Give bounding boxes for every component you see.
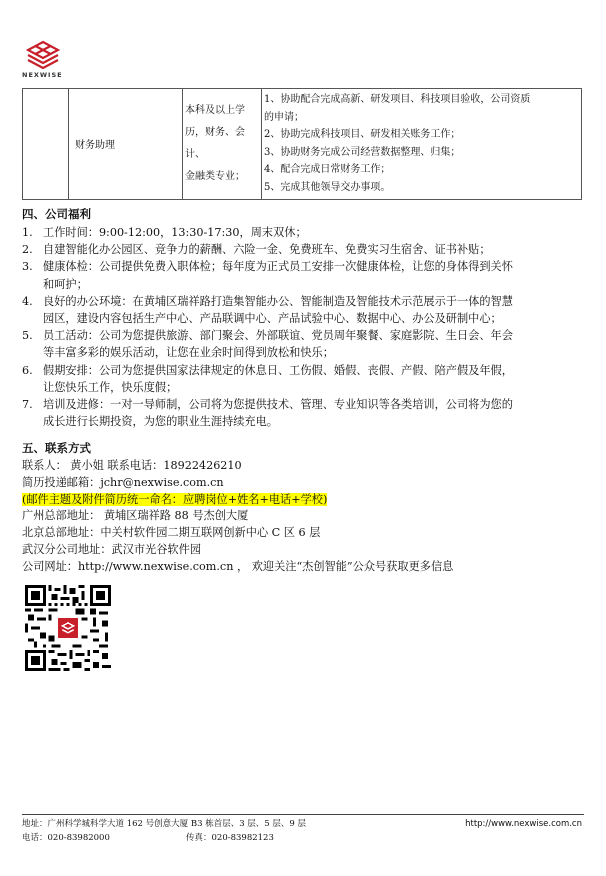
contact-email[interactable]: 简历投递邮箱：jchr@nexwise.com.cn: [22, 475, 224, 489]
list-number: 5.: [22, 329, 33, 343]
duty-line: 5、完成其他领导交办事项。: [264, 181, 391, 193]
list-text: 等丰富多彩的娱乐活动，让您在业余时间得到放松和快乐；: [43, 346, 334, 360]
list-item: [22, 293, 588, 327]
list-item: [22, 241, 588, 258]
job-requirement-cell: [183, 89, 262, 200]
list-text: 让您快乐工作，快乐度假；: [43, 380, 178, 394]
nexwise-logo-icon: [26, 40, 60, 70]
contact-person: 联系人： 黄小姐 联系电话：18922426210: [22, 459, 242, 472]
duty-line: 的申请；: [264, 111, 304, 123]
duty-line: 1、协助配合完成高新、研发项目、科技项目验收，公司资质: [264, 94, 531, 105]
welfare-heading: 四、公司福利: [22, 207, 91, 221]
list-item: [22, 362, 588, 396]
company-logo: [22, 40, 68, 79]
list-text: 园区，建设内容包括生产中心、产品联调中心、产品试验中心、数据中心、办公及研制中心；: [43, 312, 502, 326]
list-item: [22, 258, 588, 292]
footer-fax: 传真：020-83982123: [186, 833, 274, 843]
list-number: 3.: [22, 260, 33, 274]
list-text: 良好的办公环境：在黄埔区瑞祥路打造集智能办公、智能制造及智能技术示范展示于一体的智慧: [43, 294, 513, 308]
list-number: 6.: [22, 363, 33, 377]
duty-line: 2、协助完成科技项目、研发相关账务工作；: [264, 129, 461, 141]
footer-address: 地址：广州科学城科学大道 162 号创意大厦 B3 栋首层、3 层、5 层、9 层: [22, 819, 307, 829]
list-number: 7.: [22, 398, 33, 412]
footer-divider: [22, 814, 584, 815]
email-naming-note: (邮件主题及附件简历统一命名：应聘岗位+姓名+电话+学校): [22, 492, 328, 506]
footer-phone: 电话：020-83982000: [22, 833, 110, 843]
logo-text: NEXWISE: [22, 71, 63, 79]
footer-url[interactable]: http://www.nexwise.com.cn: [465, 819, 582, 829]
list-text: 自建智能化办公园区、竞争力的薪酬、六险一金、免费班车、免费实习生宿舍、证书补贴；: [43, 243, 491, 257]
list-item: [22, 224, 588, 241]
list-text: 和呵护；: [43, 277, 88, 291]
duty-line: 3、协助财务完成公司经营数据整理、归集；: [264, 146, 461, 158]
contact-heading: 五、联系方式: [22, 441, 91, 455]
company-website[interactable]: 公司网址：http://www.nexwise.com.cn ， 欢迎关注“杰创智能”公众号获取更多信息: [22, 559, 454, 573]
table-cell-empty: [23, 89, 69, 200]
requirement-line: 历，财务、会计、: [185, 126, 245, 160]
list-number: 2.: [22, 243, 33, 257]
list-number: 1.: [22, 226, 33, 239]
list-text: 假期安排：公司为您提供国家法律规定的休息日、工伤假、婚假、丧假、产假、陪产假及年假，: [43, 363, 513, 377]
list-item: [22, 327, 588, 361]
job-duties-cell: [262, 89, 582, 200]
duty-line: 4、配合完成日常财务工作；: [264, 164, 391, 176]
requirement-line: 金融类专业；: [185, 170, 245, 182]
wuhan-address: 武汉分公司地址：武汉市光谷软件园: [22, 542, 202, 556]
contact-block: [22, 458, 453, 576]
list-text: 工作时间：9:00-12:00，13:30-17:30，周末双休；: [43, 226, 307, 239]
welfare-list: [22, 224, 588, 430]
list-text: 培训及进修：一对一导师制，公司将为您提供技术、管理、专业知识等各类培训，公司将为您的: [43, 398, 513, 412]
list-text: 成长进行长期投资，为您的职业生涯持续充电。: [43, 415, 278, 429]
job-title-cell: 财务助理: [69, 89, 183, 200]
list-item: [22, 396, 588, 430]
beijing-address: 北京总部地址：中关村软件园二期互联网创新中心 C 区 6 层: [22, 526, 321, 540]
list-text: 健康体检：公司提供免费入职体检；每年度为正式员工安排一次健康体检，让您的身体得到关怀: [43, 260, 513, 274]
job-table: [22, 88, 582, 200]
requirement-line: 本科及以上学: [185, 104, 245, 116]
qr-code-icon: [25, 585, 111, 671]
list-number: 4.: [22, 294, 33, 308]
list-text: 员工活动：公司为您提供旅游、部门聚会、外部联谊、党员周年聚餐、家庭影院、生日会、年会: [43, 329, 513, 343]
table-row: [23, 89, 582, 200]
guangzhou-address: 广州总部地址： 黄埔区瑞祥路 88 号杰创大厦: [22, 509, 249, 523]
